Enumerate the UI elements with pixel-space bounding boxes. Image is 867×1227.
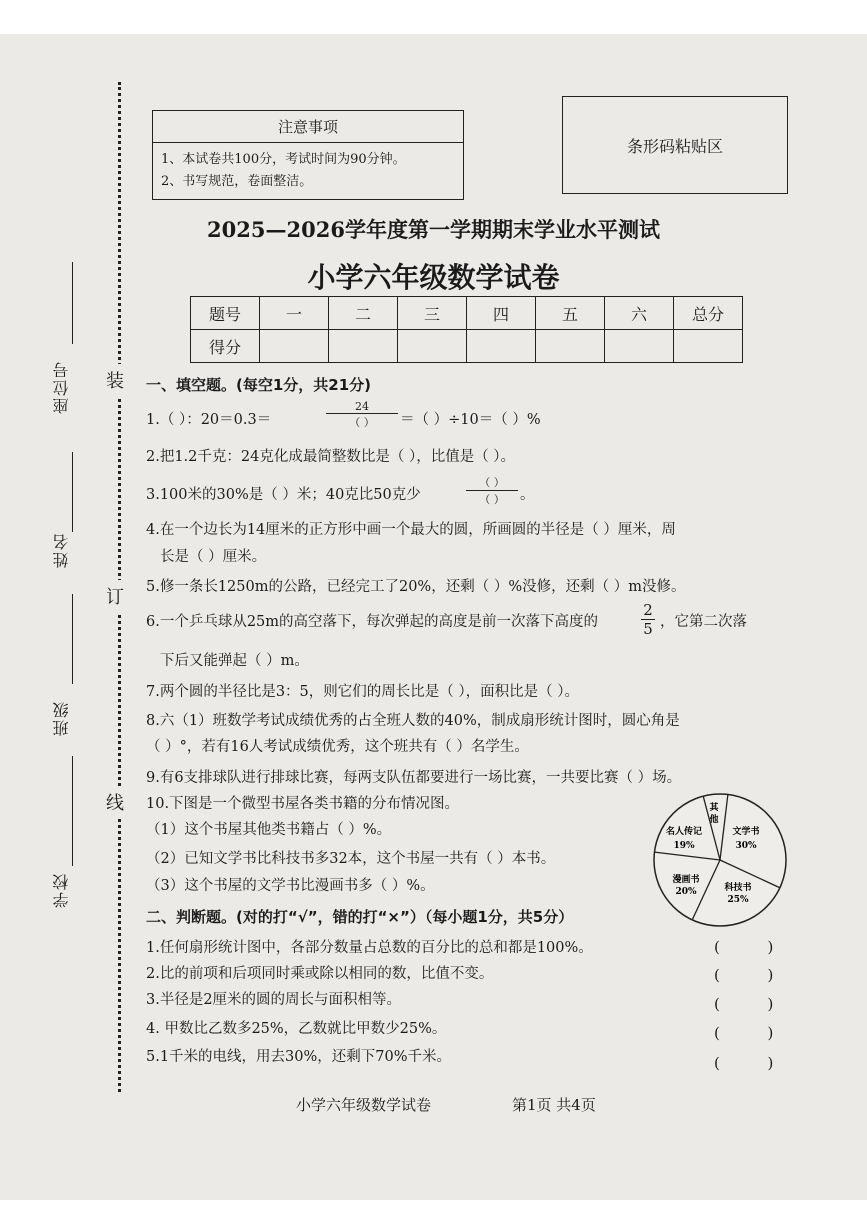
question-8a: 8.六（1）班数学考试成绩优秀的占全班人数的40%，制成扇形统计图时，圆心角是 — [146, 713, 680, 729]
question-7: 7.两个圆的半径比是3：5，则它们的周长比是（ ），面积比是（ ）。 — [146, 684, 580, 700]
seat-label: 座位号 — [52, 360, 71, 414]
binding-char-zhuang: 装 — [106, 364, 124, 396]
score-blank[interactable] — [329, 330, 398, 363]
pie-pct-comics: 20% — [675, 887, 697, 897]
question-4b: 长是（ ）厘米。 — [160, 549, 267, 565]
score-cell: 一 — [260, 297, 329, 330]
school-line — [72, 756, 73, 866]
q3-frac-den: （ ） — [479, 493, 505, 506]
question-6b: 下后又能弹起（ ）m。 — [160, 653, 309, 669]
pie-label-science: 科技书 — [724, 883, 752, 893]
score-blank[interactable] — [605, 330, 674, 363]
notice-line-1: 1、本试卷共100分，考试时间为90分钟。 — [161, 152, 406, 167]
question-4a: 4.在一个边长为14厘米的正方形中画一个最大的圆，所画圆的半径是（ ）厘米，周 — [146, 522, 676, 538]
school-label: 学校 — [52, 872, 71, 908]
score-cell: 二 — [329, 297, 398, 330]
score-row — [191, 330, 743, 363]
barcode-area — [562, 96, 788, 194]
section2-heading: 二、判断题。(对的打“√”，错的打“×”）（每小题1分，共5分） — [146, 908, 574, 926]
barcode-label: 条形码粘贴区 — [626, 136, 723, 156]
question-6a: 6.一个乒乓球从25m的高空落下，每次弹起的高度是前一次落下高度的 — [146, 614, 599, 630]
exam-subtitle: 小学六年级数学试卷 — [307, 261, 560, 294]
q6-frac-den: 5 — [643, 620, 653, 638]
pie-label-comics: 漫画书 — [672, 875, 700, 885]
q6-fraction — [641, 601, 655, 638]
section1-heading: 一、填空题。(每空1分，共21分) — [146, 376, 372, 394]
score-blank[interactable] — [674, 330, 743, 363]
question-1-tail: ＝（ ）÷10＝（ ）% — [400, 412, 541, 428]
question-1: 1.（ ）：20＝0.3＝ — [146, 412, 272, 428]
pie-label-other-1: 其 — [709, 803, 719, 813]
score-blank[interactable] — [398, 330, 467, 363]
question-10-1: （1）这个书屋其他类书籍占（ ）%。 — [146, 822, 392, 838]
judge-item-1: 1.任何扇形统计图中，各部分数量占总数的百分比的总和都是100%。 — [146, 940, 593, 956]
score-header-row — [191, 297, 743, 330]
judge-answer-5[interactable]: ( ) — [714, 1054, 774, 1072]
question-10-2: （2）已知文学书比科技书多32本，这个书屋一共有（ ）本书。 — [146, 851, 556, 867]
class-label: 班级 — [52, 700, 71, 736]
question-8b: （ ）°，若有16人考试成绩优秀，这个班共有（ ）名学生。 — [146, 739, 529, 755]
score-blank[interactable] — [260, 330, 329, 363]
q1-frac-den: （ ） — [349, 416, 375, 429]
exam-title: 2025—2026学年度第一学期期末学业水平测试 — [207, 217, 660, 242]
q3-frac-num: （ ） — [466, 474, 518, 491]
judge-answer-4[interactable]: ( ) — [714, 1024, 774, 1042]
question-3: 3.100米的30%是（ ）米；40克比50克少 — [146, 487, 421, 503]
question-2: 2.把1.2千克：24克化成最简整数比是（ ），比值是（ ）。 — [146, 449, 516, 465]
score-cell: 四 — [467, 297, 536, 330]
judge-item-4: 4. 甲数比乙数多25%，乙数就比甲数少25%。 — [146, 1021, 447, 1037]
binding-char-xian: 线 — [106, 786, 124, 818]
judge-item-2: 2.比的前项和后项同时乘或除以相同的数，比值不变。 — [146, 966, 494, 982]
pie-pct-science: 25% — [727, 895, 749, 905]
judge-answer-3[interactable]: ( ) — [714, 995, 774, 1013]
notice-line-2: 2、书写规范，卷面整洁。 — [161, 174, 313, 189]
q1-frac-num: 24 — [326, 400, 398, 414]
pie-pct-literature: 30% — [735, 841, 757, 851]
notice-body — [153, 143, 463, 199]
question-10-3: （3）这个书屋的文学书比漫画书多（ ）%。 — [146, 878, 435, 894]
question-9: 9.有6支排球队进行排球比赛，每两支队伍都要进行一场比赛，一共要比赛（ ）场。 — [146, 770, 682, 786]
judge-answer-2[interactable]: ( ) — [714, 966, 774, 984]
footer-page: 第1页 共4页 — [512, 1096, 596, 1114]
score-cell: 三 — [398, 297, 467, 330]
score-cell: 题号 — [191, 297, 260, 330]
judge-answer-1[interactable]: ( ) — [714, 938, 774, 956]
pie-label-celebrity: 名人传记 — [665, 827, 703, 837]
question-5: 5.修一条长1250m的公路，已经完工了20%，还剩（ ）%没修，还剩（ ）m没修。 — [146, 579, 686, 595]
book-pie-chart — [650, 790, 790, 930]
class-line — [72, 594, 73, 684]
question-3-tail: 。 — [520, 487, 535, 503]
score-cell: 五 — [536, 297, 605, 330]
score-cell: 六 — [605, 297, 674, 330]
judge-item-3: 3.半径是2厘米的圆的周长与面积相等。 — [146, 992, 402, 1008]
pie-label-literature: 文学书 — [732, 827, 760, 837]
question-6a-tail: ，它第二次落 — [660, 614, 747, 630]
name-line — [72, 452, 73, 532]
q1-fraction — [326, 400, 398, 430]
score-cell: 总分 — [674, 297, 743, 330]
q3-fraction — [466, 474, 518, 507]
judge-item-5: 5.1千米的电线，用去30%，还剩下70%千米。 — [146, 1049, 452, 1065]
binding-char-ding: 订 — [106, 580, 124, 612]
score-blank[interactable] — [467, 330, 536, 363]
question-10: 10.下图是一个微型书屋各类书籍的分布情况图。 — [146, 796, 460, 812]
notice-box — [152, 110, 464, 200]
footer-title: 小学六年级数学试卷 — [296, 1096, 432, 1114]
notice-title: 注意事项 — [153, 111, 463, 143]
pie-pct-celebrity: 19% — [673, 841, 695, 851]
score-blank[interactable] — [536, 330, 605, 363]
score-table — [190, 296, 743, 363]
q6-frac-num: 2 — [641, 601, 655, 620]
name-label: 姓名 — [52, 532, 71, 568]
pie-label-other-2: 他 — [709, 815, 719, 825]
score-row-label: 得分 — [191, 330, 260, 363]
